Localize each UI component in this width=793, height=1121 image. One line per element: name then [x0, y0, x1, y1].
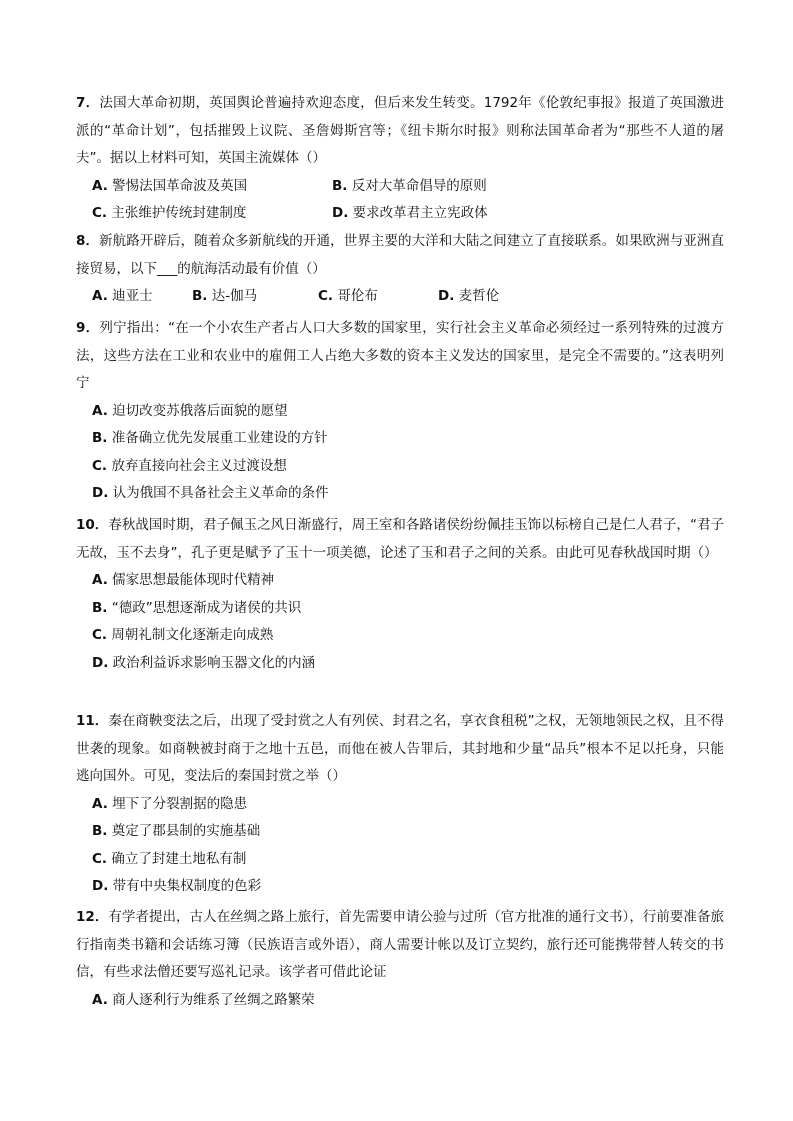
option-b[interactable]: B. 达-伽马 — [192, 288, 258, 304]
question-number: 9． — [76, 320, 100, 336]
option-b[interactable]: B. 准备确立优先发展重工业建设的方针 — [92, 430, 328, 446]
option-b[interactable]: B. “德政”思想逐渐成为诸侯的共识 — [92, 599, 302, 616]
question-number: 8． — [76, 233, 100, 249]
option-a[interactable]: A. 警惕法国革命波及英国 — [92, 177, 248, 194]
option-a[interactable]: A. 儒家思想最能体现时代精神 — [92, 572, 275, 588]
option-a[interactable]: A. 迫切改变苏俄落后面貌的愿望 — [92, 402, 288, 419]
option-b[interactable]: B. 奠定了郡县制的实施基础 — [92, 823, 261, 839]
question-stem: 新航路开辟后，随着众多新航线的开通，世界主要的大洋和大陆之间建立了直接联系。如果欧洲与亚洲直接贸易，以下___的航海活动最有价值（） — [76, 233, 724, 277]
question-stem: 有学者提出，古人在丝绸之路上旅行，首先需要申请公验与过所（官方批准的通行文书），行前要准备旅行指南类书籍和会话练习簿（民族语言或外语），商人需要计帐以及订立契约，旅行还可能携带替人转交的书信，有些求法僧还要写巡礼记录。该学者可借此论证 — [76, 909, 724, 980]
question-number: 7． — [76, 95, 100, 111]
option-d[interactable]: D. 要求改革君主立宪政体 — [332, 205, 488, 221]
option-c[interactable]: C. 放弃直接向社会主义过渡设想 — [92, 457, 287, 474]
option-c[interactable]: C. 确立了封建土地私有制 — [92, 850, 247, 867]
option-c[interactable]: C. 周朝礼制文化逐渐走向成熟 — [92, 627, 274, 643]
question-8 — [76, 228, 724, 311]
options-row — [76, 283, 724, 311]
option-d[interactable]: D. 带有中央集权制度的色彩 — [92, 878, 262, 894]
option-a[interactable]: A. 商人逐利行为维系了丝绸之路繁荣 — [92, 991, 315, 1008]
question-number: 12． — [76, 909, 109, 925]
option-d[interactable]: D. 政治利益诉求影响玉器文化的内涵 — [92, 654, 316, 671]
option-a[interactable]: A. 迪亚士 — [92, 288, 153, 304]
question-stem: 春秋战国时期，君子佩玉之风日渐盛行，周王室和各路诸侯纷纷佩挂玉饰以标榜自己是仁人君子，“君子无故，玉不去身”，孔子更是赋予了玉十一项美德，论述了玉和君子之间的关系。由此可见春秋战国时期（） — [76, 517, 724, 561]
option-c[interactable]: C. 主张维护传统封建制度 — [92, 205, 247, 221]
question-number: 10． — [76, 517, 109, 533]
question-stem: 秦在商鞅变法之后，出现了受封赏之人有列侯、封君之名，享衣食租税”之权，无领地领民之权，且不得世袭的现象。如商鞅被封商于之地十五邑，而他在被人告罪后，其封地和少量“品兵”根本不足以托身，只能逃向国外。可见，变法后的秦国封赏之举（） — [76, 713, 724, 784]
option-c[interactable]: C. 哥伦布 — [318, 288, 378, 304]
option-a[interactable]: A. 埋下了分裂割据的隐患 — [92, 795, 248, 812]
options-row — [76, 173, 724, 201]
option-d[interactable]: D. 麦哲伦 — [438, 288, 500, 304]
question-stem: 列宁指出：“在一个小农生产者占人口大多数的国家里，实行社会主义革命必须经过一系列特殊的过渡方法，这些方法在工业和农业中的雇佣工人占绝大多数的资本主义发达的国家里，是完全不需要的。”这表明列宁 — [76, 320, 724, 391]
option-d[interactable]: D. 认为俄国不具备社会主义革命的条件 — [92, 485, 329, 501]
question-11 — [76, 708, 724, 901]
question-12 — [76, 904, 724, 1014]
options-row — [76, 200, 724, 228]
question-number: 11． — [76, 713, 109, 729]
question-stem: 法国大革命初期，英国舆论普遍持欢迎态度，但后来发生转变。1792年《伦敦纪事报》报道了英国激进派的“革命计划”，包括摧毁上议院、圣詹姆斯宫等；《纽卡斯尔时报》则称法国革命者为“那些不人道的屠夫”。据以上材料可知，英国主流媒体（） — [76, 95, 724, 166]
question-9 — [76, 315, 724, 508]
question-7 — [76, 90, 724, 228]
question-10 — [76, 512, 724, 677]
option-b[interactable]: B. 反对大革命倡导的原则 — [332, 177, 487, 194]
